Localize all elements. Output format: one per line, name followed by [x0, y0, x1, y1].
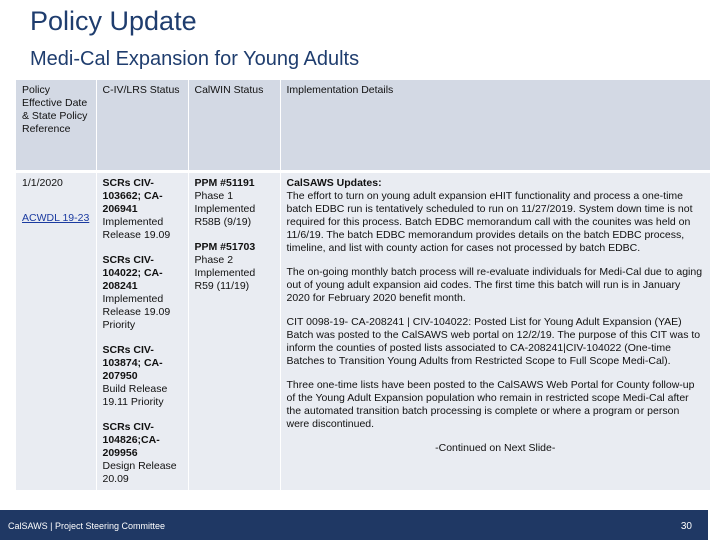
- details-cell: [280, 172, 710, 491]
- table-row: [16, 172, 710, 491]
- table-header-row: [16, 80, 710, 172]
- ppm-item: [195, 241, 274, 293]
- policy-cell: [16, 172, 96, 491]
- scr-status: Implemented Release 19.09: [102, 216, 171, 241]
- header-calwin-status: CalWIN Status: [188, 80, 280, 172]
- slide-title: Policy Update: [30, 6, 197, 36]
- footer-bar: [0, 510, 708, 540]
- scr-item: [103, 421, 182, 486]
- scr-id: SCRs CIV-104826;CA-209956: [102, 421, 160, 459]
- scr-status: Build Release 19.11 Priority: [102, 383, 168, 408]
- header-civ-lrs-status: C-IV/LRS Status: [96, 80, 188, 172]
- details-paragraph: CIT 0098-19- CA-208241 | CIV-104022: Posted List for Young Adult Expansion (YAE) Batch was posted to the CalSAWS web portal on 12/2/19. The purpose of this CIT was to inform the counties of posted lists associated to CA-208241|CIV-104022 (One-time Batches to Transition Young Adults from Restricted Scope to Full Scope Medi-Cal).: [286, 316, 701, 367]
- slide-subtitle: Medi-Cal Expansion for Young Adults: [30, 48, 360, 70]
- header-implementation-details: Implementation Details: [280, 80, 710, 172]
- details-paragraph: The effort to turn on young adult expansion eHIT functionality and process a one-time batch EDBC run is tentatively scheduled to run on 11/27/2019. System down time is not required for this process. Batch EDBC memorandum call with the counites was held on 11/6/19. The batch EDBC memorandum provides details on the batch EDBC process, timeline, and list with county action for cases not processed by batch EDBC.: [286, 190, 693, 254]
- ppm-item: [195, 177, 274, 229]
- scr-id: SCRs CIV-103874; CA-207950: [102, 344, 163, 382]
- scr-id: SCRs CIV-104022; CA-208241: [102, 254, 163, 292]
- header-policy-reference: Policy Effective Date & State Policy Reference: [16, 80, 96, 172]
- scr-id: SCRs CIV-103662; CA-206941: [102, 177, 163, 215]
- scr-status: Implemented Release 19.09 Priority: [102, 293, 171, 331]
- ppm-id: PPM #51191: [194, 177, 255, 189]
- scr-item: [103, 344, 182, 409]
- scr-status: Design Release 20.09: [102, 460, 177, 485]
- page-number: 30: [680, 521, 692, 532]
- scr-item: [103, 177, 182, 242]
- ppm-id: PPM #51703: [194, 241, 256, 253]
- scr-item: [103, 254, 182, 332]
- continued-note: -Continued on Next Slide-: [435, 442, 556, 454]
- civ-lrs-cell: [96, 172, 188, 491]
- details-paragraph: The on-going monthly batch process will re-evaluate individuals for Medi-Cal due to aging out of young adult expansion aid codes. The first time this batch will run is in January 2020 for February 2020 benefit month.: [286, 266, 703, 304]
- details-paragraph: Three one-time lists have been posted to the CalSAWS Web Portal for County follow-up of the Young Adult Expansion population who remain in restricted scope Medi-Cal after the automated transition batch processing is complete or where a program or person were discontinued.: [286, 379, 695, 430]
- details-heading: CalSAWS Updates:: [286, 177, 382, 189]
- footer-label: CalSAWS | Project Steering Committee: [8, 521, 166, 531]
- ppm-status: Phase 1 Implemented R58B (9/19): [194, 190, 256, 228]
- policy-table: [16, 80, 710, 490]
- effective-date: 1/1/2020: [22, 177, 63, 189]
- calwin-cell: [188, 172, 280, 491]
- acwdl-link[interactable]: ACWDL 19-23: [22, 212, 90, 224]
- ppm-status: Phase 2 Implemented R59 (11/19): [194, 254, 256, 292]
